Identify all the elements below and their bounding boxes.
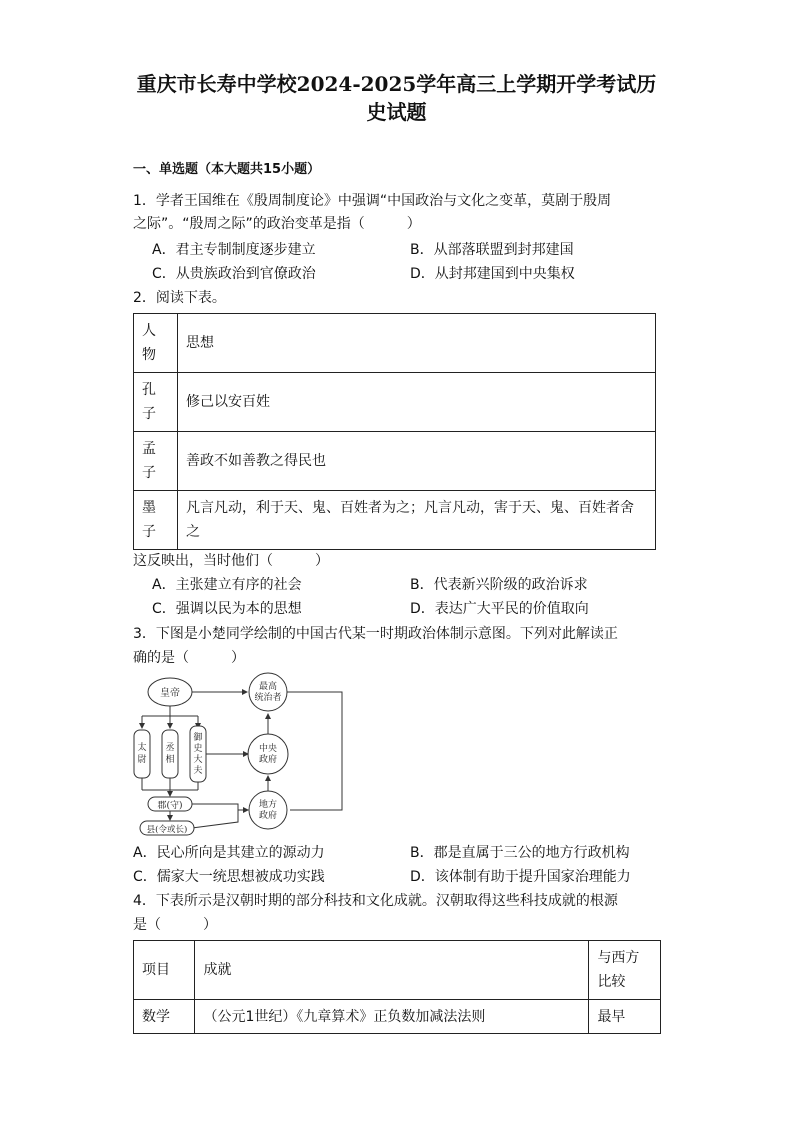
emperor-label: 皇帝 bbox=[160, 688, 180, 699]
q2-option-b[interactable]: B．代表新兴阶级的政治诉求 bbox=[410, 577, 588, 593]
q1-option-b[interactable]: B．从部落联盟到封邦建国 bbox=[410, 242, 574, 258]
header-achievement: 成就 bbox=[195, 941, 589, 1000]
svg-text:县(令或长): 县(令或长) bbox=[146, 825, 188, 835]
svg-text:夫: 夫 bbox=[193, 766, 203, 776]
row-thought: 善政不如善教之得民也 bbox=[178, 432, 656, 491]
q2-table bbox=[133, 313, 656, 550]
exam-title bbox=[120, 70, 673, 126]
q1-option-d[interactable]: D．从封邦建国到中央集权 bbox=[410, 266, 575, 282]
svg-text:大: 大 bbox=[193, 755, 203, 765]
q3-option-a[interactable]: A．民心所向是其建立的源动力 bbox=[133, 845, 325, 861]
row-item: 数学 bbox=[134, 1000, 195, 1034]
row-thought: 凡言凡动，利于天、鬼、百姓者为之；凡言凡动，害于天、鬼、百姓者舍之 bbox=[178, 491, 656, 550]
title-line-1: 重庆市长寿中学校2024-2025学年高三上学期开学考试历 bbox=[136, 72, 657, 96]
table-row bbox=[134, 941, 661, 1000]
header-thought: 思想 bbox=[178, 314, 656, 373]
header-compare: 与西方比较 bbox=[589, 941, 661, 1000]
political-system-diagram bbox=[130, 670, 352, 838]
q2-stem: 2．阅读下表。 bbox=[133, 290, 226, 306]
q3-line-2: 确的是（ ） bbox=[133, 650, 245, 666]
row-achievement: （公元1世纪）《九章算术》正负数加减法法则 bbox=[195, 1000, 589, 1034]
taiwei-node bbox=[134, 730, 150, 778]
header-person: 人物 bbox=[134, 314, 178, 373]
row-thought: 修己以安百姓 bbox=[178, 373, 656, 432]
q2-option-c[interactable]: C．强调以民为本的思想 bbox=[152, 601, 302, 617]
q2-after-table: 这反映出，当时他们（ ） bbox=[133, 553, 329, 569]
q1-line-1: 1．学者王国维在《殷周制度论》中强调“中国政治与文化之变革，莫剧于殷周 bbox=[133, 193, 612, 209]
table-row bbox=[134, 373, 656, 432]
q3-option-c[interactable]: C．儒家大一统思想被成功实践 bbox=[133, 869, 325, 885]
svg-text:中央: 中央 bbox=[258, 744, 278, 754]
q3-option-d[interactable]: D．该体制有助于提升国家治理能力 bbox=[410, 869, 631, 885]
table-row bbox=[134, 491, 656, 550]
q2-option-a[interactable]: A．主张建立有序的社会 bbox=[152, 577, 302, 593]
svg-text:太: 太 bbox=[137, 743, 147, 753]
svg-text:政府: 政府 bbox=[258, 755, 278, 765]
svg-text:政府: 政府 bbox=[258, 811, 278, 821]
row-person: 墨子 bbox=[134, 491, 178, 550]
svg-text:史: 史 bbox=[193, 744, 203, 754]
q3-line-1: 3．下图是小楚同学绘制的中国古代某一时期政治体制示意图。下列对此解读正 bbox=[133, 626, 618, 642]
q2-option-d[interactable]: D．表达广大平民的价值取向 bbox=[410, 601, 589, 617]
row-person: 孟子 bbox=[134, 432, 178, 491]
q4-line-1: 4．下表所示是汉朝时期的部分科技和文化成就。汉朝取得这些科技成就的根源 bbox=[133, 893, 618, 909]
q1-option-a[interactable]: A．君主专制制度逐步建立 bbox=[152, 242, 316, 258]
section-heading: 一、单选题（本大题共15小题） bbox=[133, 162, 321, 177]
row-compare: 最早 bbox=[589, 1000, 661, 1034]
svg-text:郡(守): 郡(守) bbox=[157, 801, 183, 811]
svg-text:御: 御 bbox=[193, 733, 203, 743]
q4-line-2: 是（ ） bbox=[133, 917, 217, 933]
q4-table bbox=[133, 940, 661, 1034]
svg-text:尉: 尉 bbox=[137, 755, 147, 765]
svg-text:丞: 丞 bbox=[165, 743, 175, 753]
title-line-2: 史试题 bbox=[366, 100, 427, 124]
svg-text:地方: 地方 bbox=[258, 800, 278, 810]
q1-option-c[interactable]: C．从贵族政治到官僚政治 bbox=[152, 266, 316, 282]
supreme-node bbox=[249, 673, 287, 711]
q1-line-2: 之际”。“殷周之际”的政治变革是指（ ） bbox=[133, 216, 421, 232]
q3-option-b[interactable]: B．郡是直属于三公的地方行政机构 bbox=[410, 845, 630, 861]
supreme-label-2: 统治者 bbox=[254, 693, 282, 703]
table-row bbox=[134, 1000, 661, 1034]
supreme-label-1: 最高 bbox=[258, 682, 278, 692]
central-node bbox=[248, 734, 288, 774]
table-row bbox=[134, 314, 656, 373]
local-node bbox=[249, 791, 287, 829]
table-row bbox=[134, 432, 656, 491]
header-item: 项目 bbox=[134, 941, 195, 1000]
svg-text:相: 相 bbox=[165, 755, 175, 765]
row-person: 孔子 bbox=[134, 373, 178, 432]
chengxiang-node bbox=[162, 730, 178, 778]
